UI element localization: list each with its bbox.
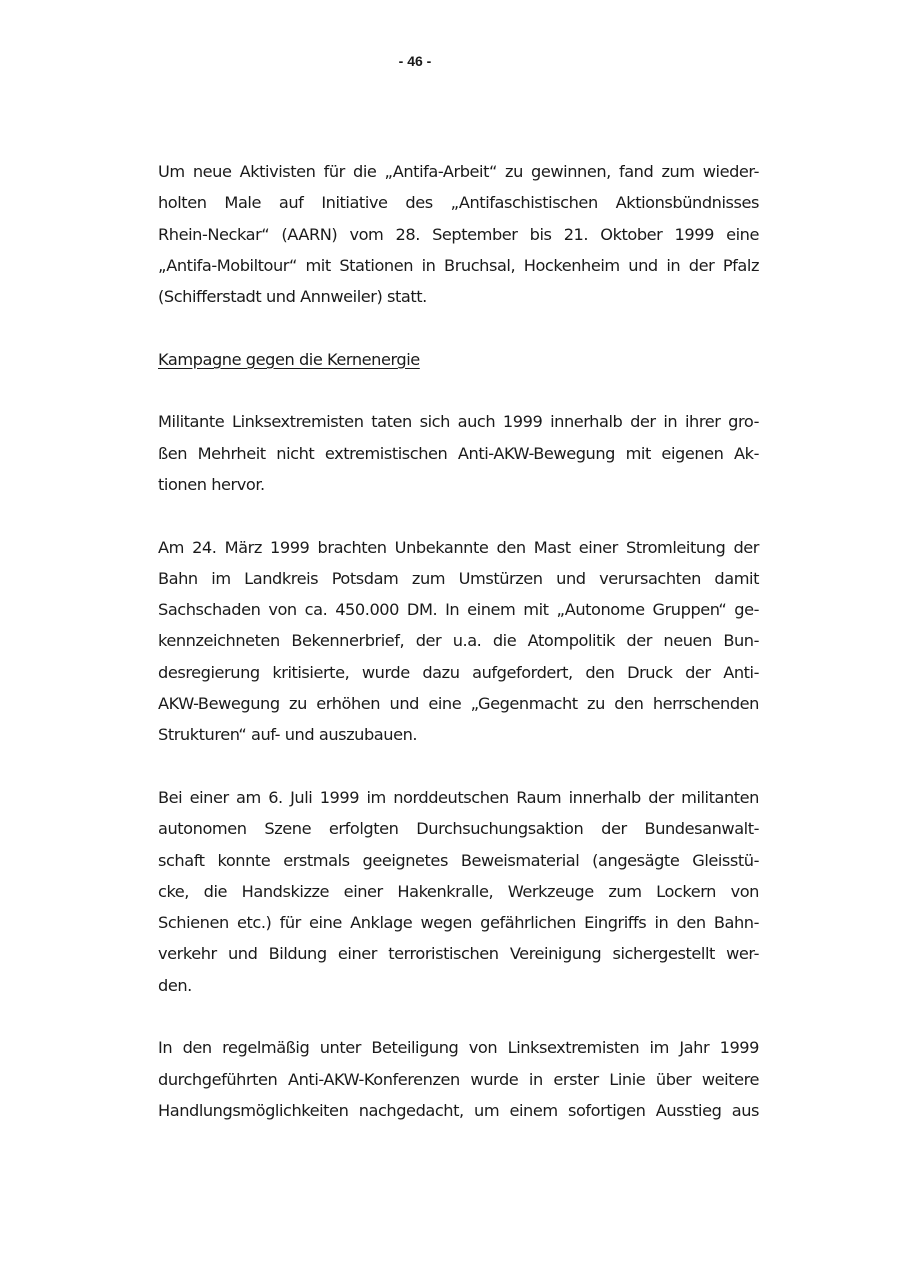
paragraph-gap [158, 375, 759, 406]
text-line: AKW-Bewegung zu erhöhen und eine „Gegenmacht zu den herrschenden [158, 694, 759, 714]
text-line: Militante Linksextremisten taten sich auch 1999 innerhalb der in ihrer gro- [158, 412, 759, 432]
text-line: schaft konnte erstmals geeignetes Beweismaterial (angesägte Gleisstü- [158, 850, 759, 870]
text-line: Bei einer am 6. Juli 1999 im norddeutschen Raum innerhalb der militanten [158, 787, 759, 807]
text-line: Bahn im Landkreis Potsdam zum Umstürzen und verursachten damit [158, 568, 759, 588]
text-line: Am 24. März 1999 brachten Unbekannte den Mast einer Stromleitung der [158, 537, 759, 557]
paragraph-anti-akw-konferenzen [158, 1032, 759, 1126]
paragraph-durchsuchungsaktion [158, 782, 759, 1001]
document-body [158, 156, 759, 1126]
paragraph-gap [158, 500, 759, 531]
section-heading: Kampagne gegen die Kernenergie [158, 349, 420, 369]
text-line: kennzeichneten Bekennerbrief, der u.a. die Atompolitik der neuen Bun- [158, 631, 759, 651]
paragraph-antifa-mobiltour [158, 156, 759, 312]
text-line: Sachschaden von ca. 450.000 DM. In einem mit „Autonome Gruppen“ ge- [158, 600, 759, 620]
text-line: Um neue Aktivisten für die „Antifa-Arbeit“ zu gewinnen, fand zum wieder- [158, 162, 759, 181]
paragraph-gap [158, 751, 759, 782]
paragraph-gap [158, 1001, 759, 1032]
text-line: Handlungsmöglichkeiten nachgedacht, um einem sofortigen Ausstieg aus [158, 1100, 759, 1120]
text-line: durchgeführten Anti-AKW-Konferenzen wurde in erster Linie über weitere [158, 1069, 759, 1089]
text-line: In den regelmäßig unter Beteiligung von Linksextremisten im Jahr 1999 [158, 1038, 759, 1058]
text-line: (Schifferstadt und Annweiler) statt. [158, 287, 427, 307]
text-line: cke, die Handskizze einer Hakenkralle, Werkzeuge zum Lockern von [158, 881, 759, 901]
paragraph-gap [158, 312, 759, 343]
text-line: Schienen etc.) für eine Anklage wegen gefährlichen Eingriffs in den Bahn- [158, 913, 759, 933]
text-line: ßen Mehrheit nicht extremistischen Anti-AKW-Bewegung mit eigenen Ak- [158, 443, 759, 463]
text-line: autonomen Szene erfolgten Durchsuchungsaktion der Bundesanwalt- [158, 819, 759, 839]
text-line: holten Male auf Initiative des „Antifaschistischen Aktionsbündnisses [158, 193, 759, 213]
paragraph-militant-linksextremisten [158, 406, 759, 500]
text-line: Strukturen“ auf- und auszubauen. [158, 725, 418, 745]
text-line: den. [158, 975, 192, 995]
text-line: desregierung kritisierte, wurde dazu aufgefordert, den Druck der Anti- [158, 662, 759, 682]
paragraph-stromleitung [158, 532, 759, 751]
text-line: tionen hervor. [158, 474, 265, 494]
text-line: „Antifa-Mobiltour“ mit Stationen in Bruchsal, Hockenheim und in der Pfalz [158, 255, 759, 275]
text-line: Rhein-Neckar“ (AARN) vom 28. September bis 21. Oktober 1999 eine [158, 224, 759, 244]
text-line: verkehr und Bildung einer terroristischen Vereinigung sichergestellt wer- [158, 944, 759, 964]
page-number: - 46 - [398, 53, 432, 69]
